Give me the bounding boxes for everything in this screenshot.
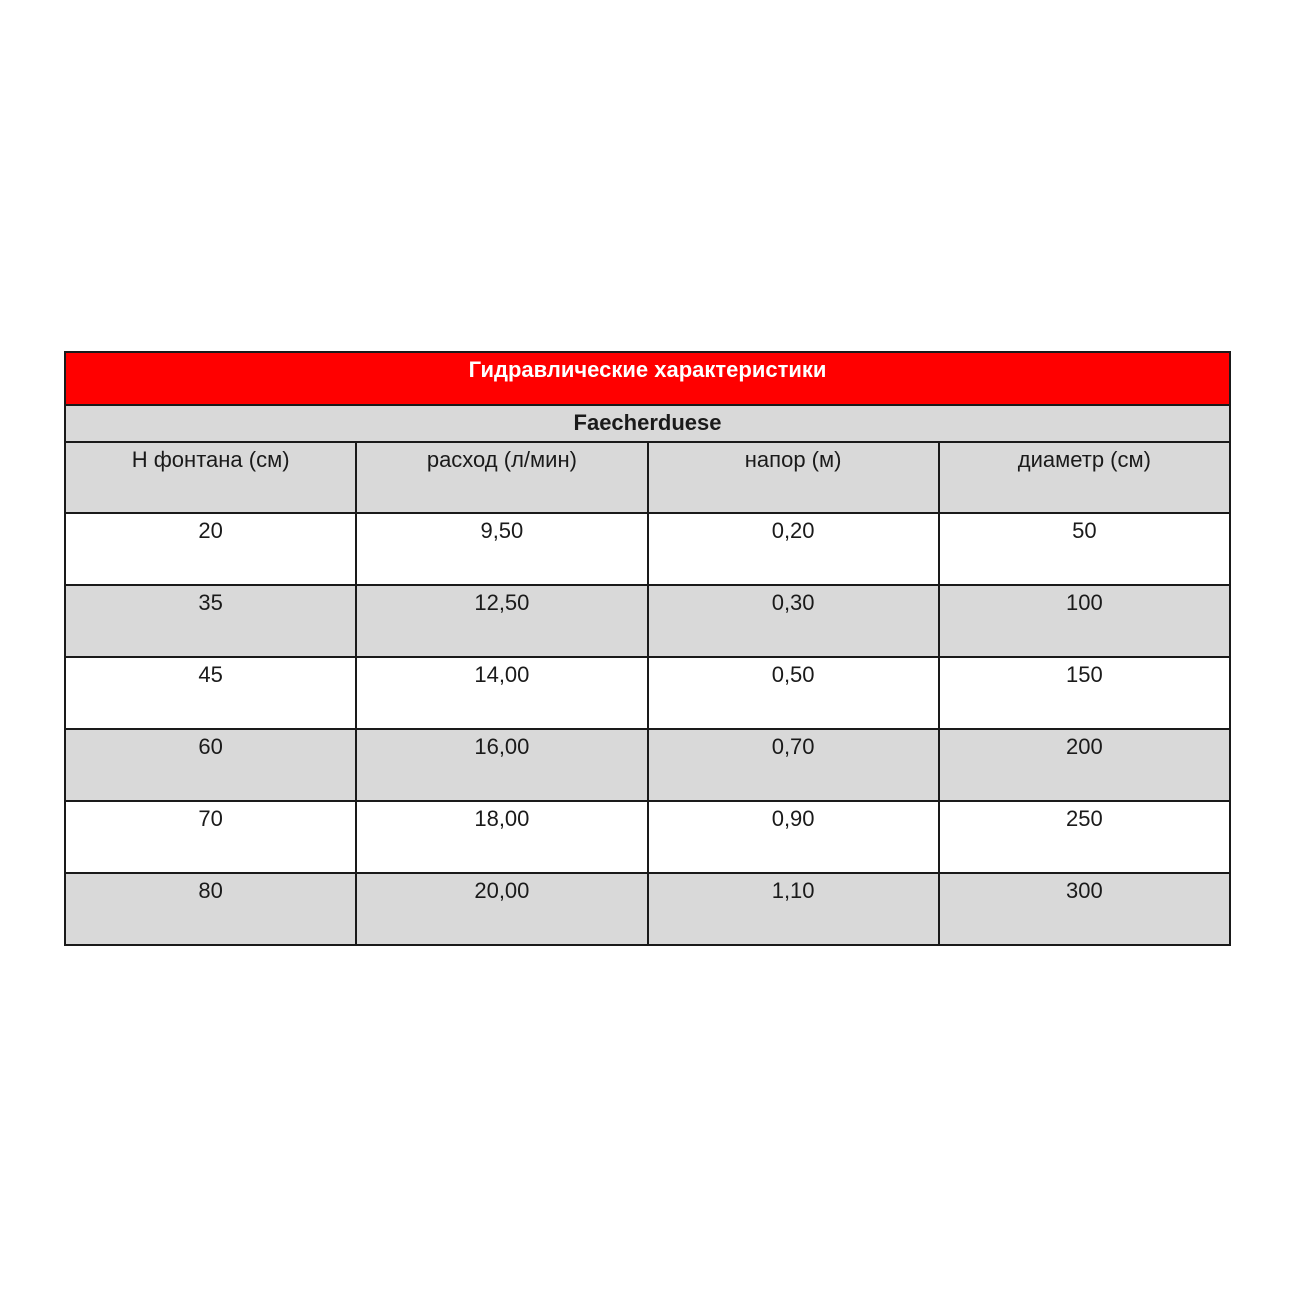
cell-diameter: 50 bbox=[939, 513, 1230, 585]
title-row bbox=[65, 352, 1230, 405]
subtitle-row bbox=[65, 405, 1230, 442]
cell-diameter: 100 bbox=[939, 585, 1230, 657]
cell-flow: 18,00 bbox=[356, 801, 647, 873]
table-row bbox=[65, 585, 1230, 657]
cell-diameter: 300 bbox=[939, 873, 1230, 945]
table-row bbox=[65, 657, 1230, 729]
cell-pressure: 1,10 bbox=[648, 873, 939, 945]
column-header-diameter: диаметр (см) bbox=[939, 442, 1230, 513]
cell-pressure: 0,50 bbox=[648, 657, 939, 729]
table-row bbox=[65, 513, 1230, 585]
cell-diameter: 250 bbox=[939, 801, 1230, 873]
cell-flow: 9,50 bbox=[356, 513, 647, 585]
column-header-flow: расход (л/мин) bbox=[356, 442, 647, 513]
cell-height: 20 bbox=[65, 513, 356, 585]
cell-pressure: 0,90 bbox=[648, 801, 939, 873]
table-row bbox=[65, 729, 1230, 801]
cell-height: 80 bbox=[65, 873, 356, 945]
cell-flow: 16,00 bbox=[356, 729, 647, 801]
cell-height: 35 bbox=[65, 585, 356, 657]
table-row bbox=[65, 801, 1230, 873]
column-header-pressure: напор (м) bbox=[648, 442, 939, 513]
table-subtitle: Faecherduese bbox=[65, 405, 1230, 442]
cell-height: 45 bbox=[65, 657, 356, 729]
cell-flow: 14,00 bbox=[356, 657, 647, 729]
table-title: Гидравлические характеристики bbox=[65, 352, 1230, 405]
column-header-height: Н фонтана (см) bbox=[65, 442, 356, 513]
cell-flow: 12,50 bbox=[356, 585, 647, 657]
cell-height: 60 bbox=[65, 729, 356, 801]
cell-pressure: 0,70 bbox=[648, 729, 939, 801]
cell-diameter: 150 bbox=[939, 657, 1230, 729]
table-row bbox=[65, 873, 1230, 945]
cell-diameter: 200 bbox=[939, 729, 1230, 801]
hydraulic-spec-table bbox=[64, 351, 1231, 946]
header-row bbox=[65, 442, 1230, 513]
cell-pressure: 0,30 bbox=[648, 585, 939, 657]
cell-pressure: 0,20 bbox=[648, 513, 939, 585]
cell-height: 70 bbox=[65, 801, 356, 873]
cell-flow: 20,00 bbox=[356, 873, 647, 945]
